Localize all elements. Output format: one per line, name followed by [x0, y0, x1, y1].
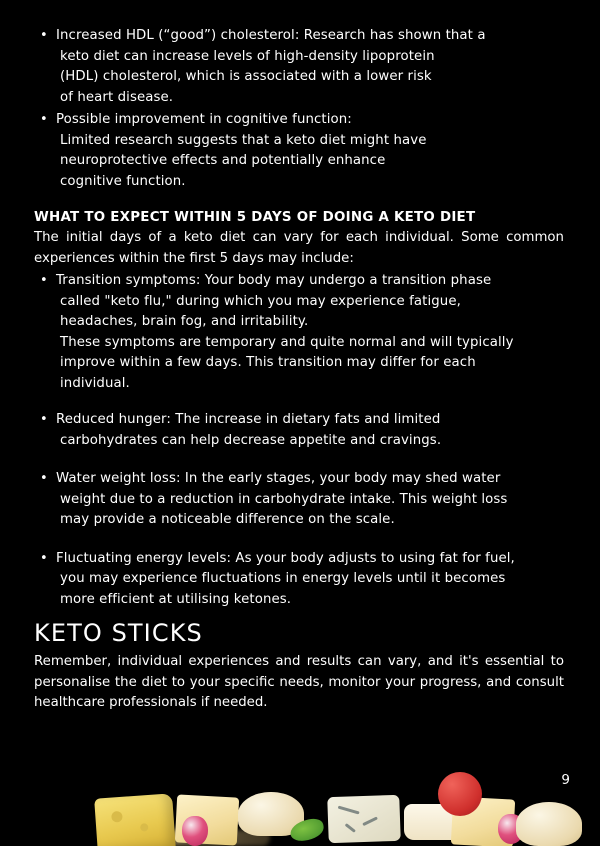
list-item-line: keto diet can increase levels of high-density lipoprotein — [60, 48, 435, 64]
list-item-line: may provide a noticeable difference on the scale. — [60, 512, 395, 527]
page-number: 9 — [561, 772, 570, 788]
expectations-list — [34, 271, 564, 610]
list-item — [34, 110, 564, 192]
bullet-icon: • — [40, 550, 48, 566]
list-item-line: individual. — [60, 375, 130, 391]
bullet-icon: • — [40, 412, 48, 427]
list-item — [34, 26, 564, 108]
list-item — [34, 271, 564, 394]
swiss-cheese-image — [94, 793, 176, 846]
list-item-line: cognitive function. — [60, 173, 186, 189]
list-item-line: These symptoms are temporary and quite normal and will typically — [60, 334, 514, 350]
list-item-line: Fluctuating energy levels: As your body adjusts to using fat for fuel, — [56, 550, 515, 566]
list-item-line: of heart disease. — [60, 89, 174, 105]
list-item-line: improve within a few days. This transition may differ for each — [60, 355, 476, 370]
list-item-line: Transition symptoms: Your body may undergo a transition phase — [56, 273, 492, 288]
list-item — [34, 469, 564, 531]
list-item-line: headaches, brain fog, and irritability. — [60, 314, 309, 329]
radish-image — [182, 816, 208, 846]
list-item — [34, 549, 564, 611]
bullet-icon: • — [40, 28, 48, 43]
list-item-line: you may experience fluctuations in energy levels until it becomes — [60, 571, 506, 586]
closing-paragraph: Remember, individual experiences and results can vary, and it's essential to personalise the diet to your specific needs, monitor your progress, and consult healthcare professionals if needed. — [34, 654, 564, 710]
blue-cheese-image — [327, 795, 401, 843]
apple-image — [438, 772, 482, 816]
food-photo-band — [0, 766, 600, 846]
list-item-line: Reduced hunger: The increase in dietary fats and limited — [56, 412, 441, 427]
bullet-icon: • — [40, 471, 48, 486]
list-item-line: Limited research suggests that a keto diet might have — [60, 132, 427, 148]
list-item — [34, 410, 564, 451]
list-item-line: weight due to a reduction in carbohydrate intake. This weight loss — [60, 491, 508, 507]
list-item-line: Water weight loss: In the early stages, your body may shed water — [56, 471, 501, 486]
bullet-icon: • — [40, 112, 48, 127]
list-item-line: more efficient at utilising ketones. — [60, 591, 292, 607]
list-item-line: called "keto flu," during which you may experience fatigue, — [60, 293, 461, 309]
page-title: KETO STICKS — [34, 619, 203, 647]
top-benefits-list — [34, 26, 564, 192]
list-item-line: (HDL) cholesterol, which is associated with a lower risk — [60, 69, 432, 84]
list-item-line: Increased HDL (“good”) cholesterol: Research has shown that a — [56, 28, 486, 43]
list-item-line: carbohydrates can help decrease appetite and cravings. — [60, 432, 442, 448]
list-item-line: neuroprotective effects and potentially enhance — [60, 153, 386, 168]
list-item-line: Possible improvement in cognitive function: — [56, 112, 352, 127]
section-heading: WHAT TO EXPECT WITHIN 5 DAYS OF DOING A KETO DIET — [34, 210, 476, 225]
bullet-icon: • — [40, 273, 48, 288]
cheese-round-image — [516, 802, 582, 846]
section-intro: The initial days of a keto diet can vary for each individual. Some common experiences within the first 5 days may include: — [34, 230, 564, 266]
